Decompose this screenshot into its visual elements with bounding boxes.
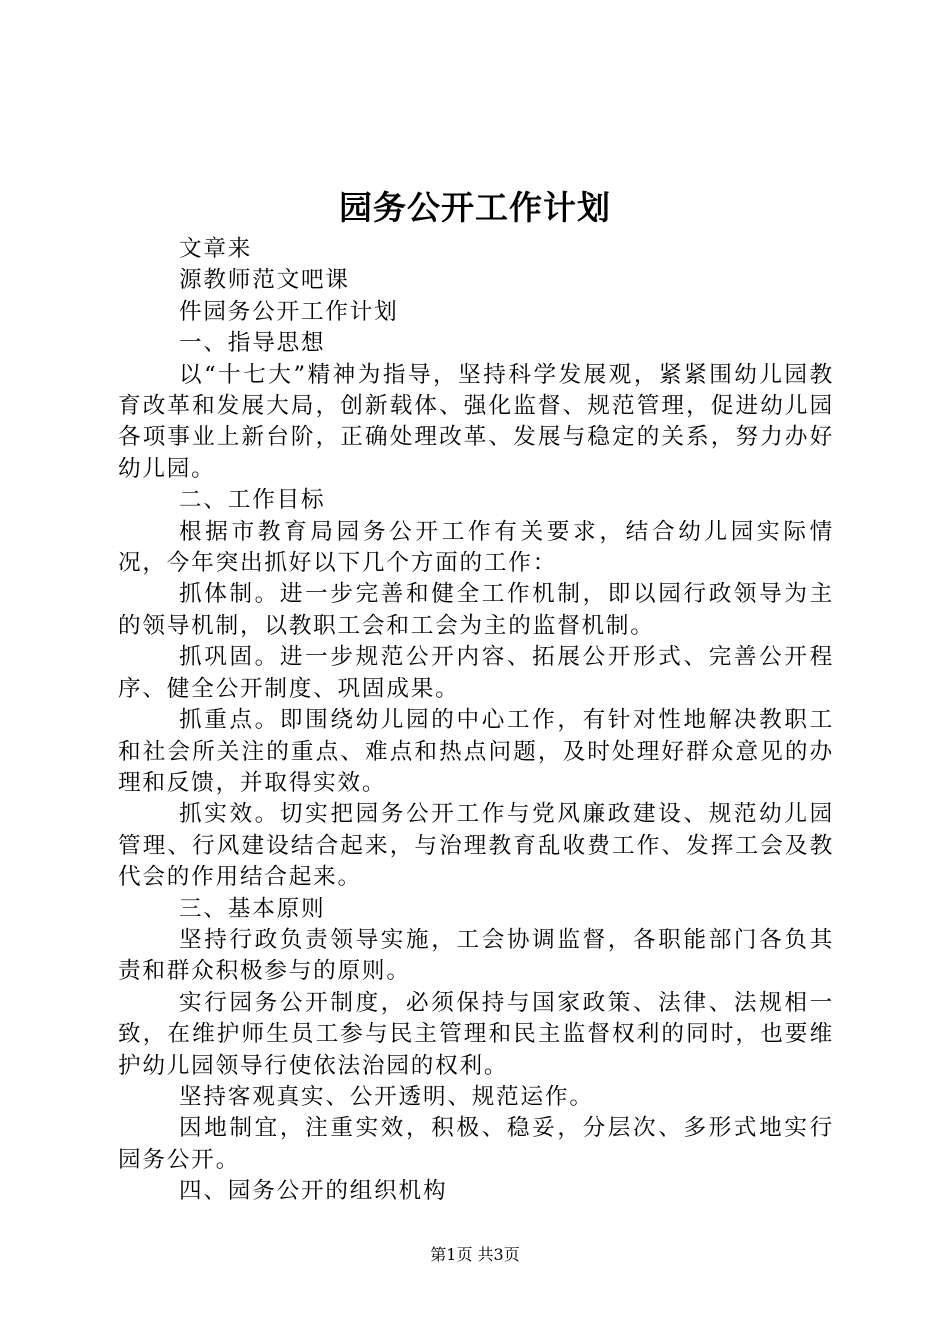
paragraph: 文章来 bbox=[179, 236, 253, 262]
section-heading: 一、指导思想 bbox=[179, 330, 326, 357]
section-heading: 二、工作目标 bbox=[179, 487, 326, 514]
section-heading: 三、基本原则 bbox=[179, 895, 326, 922]
paragraph: 抓体制。进一步完善和健全工作机制，即以园行政领导为主的领导机制，以教职工会和工会为主的监督机制。 bbox=[118, 581, 834, 639]
document-body bbox=[118, 234, 834, 1208]
paragraph: 抓重点。即围绕幼儿园的中心工作，有针对性地解决教职工和社会所关注的重点、难点和热点问题，及时处理好群众意见的办理和反馈，并取得实效。 bbox=[118, 707, 834, 796]
paragraph: 坚持客观真实、公开透明、规范运作。 bbox=[179, 1083, 594, 1110]
paragraph: 件园务公开工作计划 bbox=[179, 298, 399, 325]
paragraph: 坚持行政负责领导实施，工会协调监督，各职能部门各负其责和群众积极参与的原则。 bbox=[118, 926, 834, 985]
paragraph: 源教师范文吧课 bbox=[179, 267, 350, 294]
paragraph: 抓巩固。进一步规范公开内容、拓展公开形式、完善公开程序、健全公开制度、巩固成果。 bbox=[118, 644, 834, 702]
paragraph: 因地制宜，注重实效，积极、稳妥，分层次、多形式地实行园务公开。 bbox=[118, 1115, 834, 1173]
paragraph: 抓实效。切实把园务公开工作与党风廉政建设、规范幼儿园管理、行风建设结合起来，与治理教育乱收费工作、发挥工会及教代会的作用结合起来。 bbox=[118, 801, 834, 891]
paragraph: 以“十七大”精神为指导，坚持科学发展观，紧紧围幼儿园教育改革和发展大局，创新载体、强化监督、规范管理，促进幼儿园各项事业上新台阶，正确处理改革、发展与稳定的关系，努力办好幼儿园。 bbox=[118, 361, 834, 482]
page-number-footer: 第1页 共3页 bbox=[430, 1245, 520, 1264]
section-heading: 四、园务公开的组织机构 bbox=[179, 1178, 448, 1205]
paragraph: 根据市教育局园务公开工作有关要求，结合幼儿园实际情况，今年突出抓好以下几个方面的工作： bbox=[118, 518, 834, 577]
paragraph: 实行园务公开制度，必须保持与国家政策、法律、法规相一致，在维护师生员工参与民主管理和民主监督权利的同时，也要维护幼儿园领导行使依法治园的权利。 bbox=[118, 989, 834, 1079]
document-title: 园务公开工作计划 bbox=[339, 188, 611, 227]
